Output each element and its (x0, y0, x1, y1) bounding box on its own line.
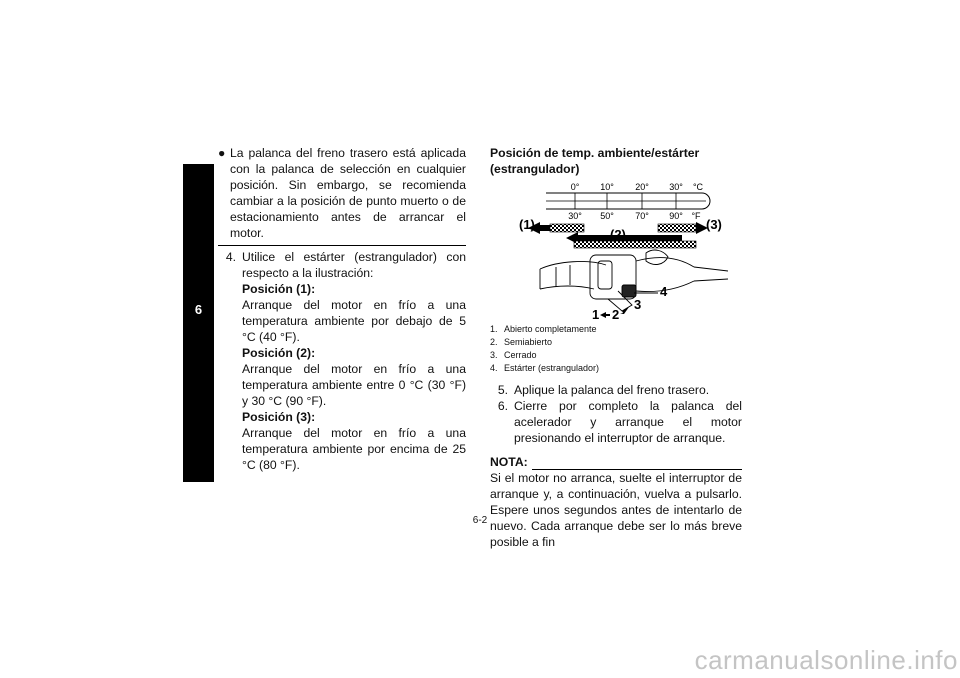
step-number: 6. (497, 399, 508, 413)
fahrenheit-unit: °F (691, 211, 701, 221)
position-3-text: Arranque del motor en frío a una temperatura ambiente por encima de 25 °C (80 °F). (242, 426, 466, 472)
chapter-number: 6 (194, 302, 203, 317)
section-title: Posición de temp. ambiente/estárter (estrangulador) (490, 146, 700, 176)
legend-item (490, 362, 742, 375)
celsius-tick-0: 0° (570, 182, 580, 192)
position-label-2: (2) (610, 227, 626, 242)
step-5 (490, 382, 742, 398)
divider (218, 245, 466, 246)
fahrenheit-tick-1: 50° (600, 211, 614, 221)
position-label-1: (1) (519, 217, 535, 232)
position-label-3: (3) (706, 217, 722, 232)
position-2-text: Arranque del motor en frío a una temperatura ambiente entre 0 °C (30 °F) y 30 °C (90 °F). (242, 362, 466, 408)
callout-3: 3 (634, 297, 642, 312)
choke-figure (498, 181, 728, 321)
range-hatch-1 (550, 224, 584, 232)
step-number: 4. (225, 250, 236, 264)
celsius-tick-3: 30° (669, 182, 683, 192)
legend-num: 1. (490, 324, 498, 334)
note-heading (490, 454, 742, 470)
right-column (490, 145, 742, 550)
legend-text: Abierto completamente (504, 324, 597, 334)
note-text: Si el motor no arranca, suelte el interruptor de arranque y, a continuación, vuelva a pulsarlo. Espere unos segundos antes de intentarlo de nuevo. Cada arranque debe ser lo más breve posible a fin (490, 471, 742, 549)
legend-item (490, 349, 742, 362)
step-text: Cierre por completo la palanca del acelerador y arranque el motor presionando el interruptor de arranque. (514, 399, 742, 445)
chapter-tab (183, 164, 214, 482)
step-text: Utilice el estárter (estrangulador) con respecto a la ilustración: (242, 250, 466, 280)
position-3-label: Posición (3): (242, 410, 316, 424)
position-2-label: Posición (2): (242, 346, 316, 360)
callout-2: 2 (612, 307, 620, 321)
range-hatch-2 (574, 241, 696, 248)
left-column (218, 145, 466, 473)
legend-num: 4. (490, 363, 498, 373)
legend-item (490, 336, 742, 349)
bullet-text: La palanca del freno trasero está aplicada con la palanca de selección en cualquier posición. Sin embargo, se recomienda cambiar a la posición de punto muerto o de estacionamiento antes de arrancar el motor. (230, 146, 466, 240)
legend-num: 3. (490, 350, 498, 360)
legend-num: 2. (490, 337, 498, 347)
step-6 (490, 398, 742, 446)
figure-legend (490, 323, 742, 375)
step-4 (218, 249, 466, 473)
step-number: 5. (497, 383, 508, 397)
callout-1: 1 (592, 307, 600, 321)
callout-4: 4 (660, 284, 668, 299)
range-hatch-3 (658, 224, 696, 232)
step-text: Aplique la palanca del freno trasero. (514, 383, 710, 397)
fahrenheit-tick-3: 90° (669, 211, 683, 221)
fahrenheit-tick-0: 30° (568, 211, 582, 221)
legend-text: Estárter (estrangulador) (504, 363, 600, 373)
warning-bullet (218, 145, 466, 241)
legend-text: Cerrado (504, 350, 537, 360)
note-rule (532, 459, 742, 470)
bullet-dot-icon: ● (218, 146, 226, 160)
watermark: carmanualsonline.info (694, 645, 958, 675)
fahrenheit-tick-2: 70° (635, 211, 649, 221)
choke-illustration (498, 181, 728, 321)
legend-item (490, 323, 742, 336)
legend-text: Semiabierto (504, 337, 553, 347)
position-1-label: Posición (1): (242, 282, 316, 296)
position-1-text: Arranque del motor en frío a una temperatura ambiente por debajo de 5 °C (40 °F). (242, 298, 466, 344)
steps-list (490, 382, 742, 446)
note-label: NOTA: (490, 455, 528, 469)
celsius-tick-2: 20° (635, 182, 649, 192)
callout-arrow-1 (600, 312, 610, 318)
celsius-tick-1: 10° (600, 182, 614, 192)
page-number: 6-2 (472, 515, 488, 526)
celsius-unit: °C (692, 182, 704, 192)
